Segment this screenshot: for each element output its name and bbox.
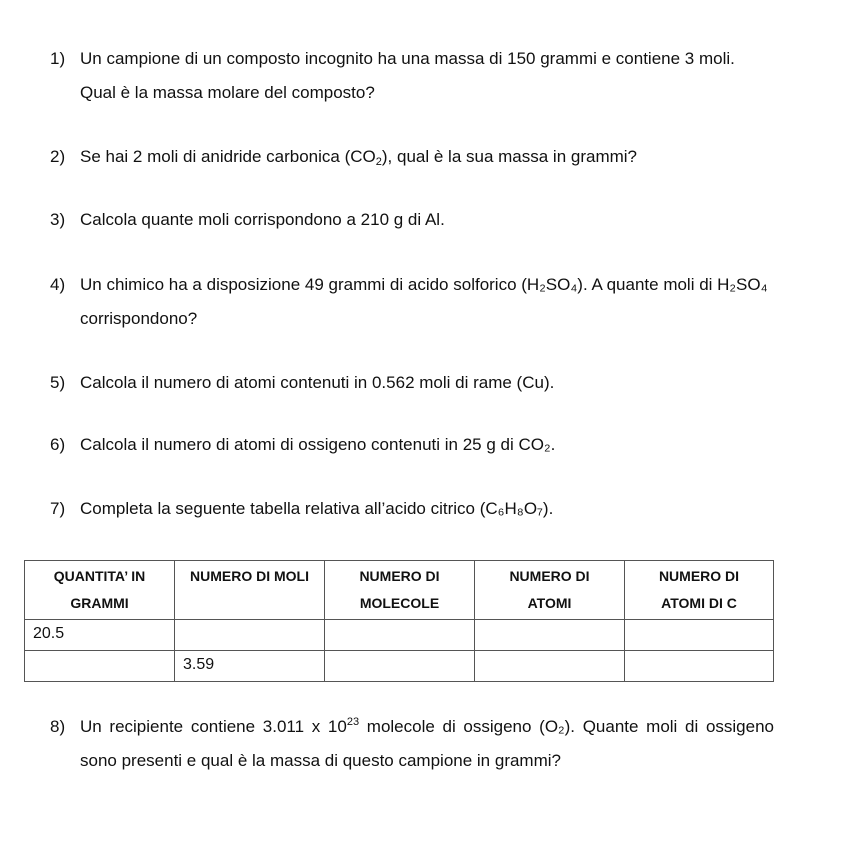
header-line: ATOMI DI C bbox=[661, 595, 737, 611]
question-text: Calcola il numero di atomi di ossigeno contenuti in 25 g di CO₂. bbox=[80, 435, 556, 454]
header-line: ATOMI bbox=[527, 595, 572, 611]
table-cell bbox=[325, 620, 475, 651]
table-header-row bbox=[25, 561, 774, 620]
question-number: 3) bbox=[50, 210, 66, 229]
question-text-part: Se hai 2 moli di anidride carbonica (CO bbox=[80, 147, 376, 166]
question-text bbox=[80, 710, 774, 778]
question-text: Completa la seguente tabella relativa all’acido citrico (C₆H₈O₇). bbox=[80, 499, 554, 518]
table-cell bbox=[625, 651, 774, 682]
table-cell bbox=[625, 620, 774, 651]
header-line: NUMERO DI bbox=[509, 568, 590, 584]
table-cell bbox=[475, 620, 625, 651]
question-6 bbox=[50, 428, 774, 462]
question-5 bbox=[50, 366, 774, 400]
header-grams bbox=[25, 561, 175, 620]
question-number: 2) bbox=[50, 147, 66, 166]
header-moles bbox=[175, 561, 325, 620]
header-line: MOLECOLE bbox=[359, 595, 440, 611]
subscript: 2 bbox=[375, 156, 382, 168]
question-2 bbox=[50, 140, 774, 174]
table-row bbox=[25, 651, 774, 682]
superscript: 23 bbox=[346, 716, 360, 728]
header-molecules bbox=[325, 561, 475, 620]
question-text-part: molecole di ossigeno (O₂). Quante moli di ossigeno sono presenti e qual è la massa di questo campione in grammi? bbox=[80, 717, 774, 770]
question-text-part: Un recipiente contiene 3.011 x 10 bbox=[80, 717, 347, 736]
question-text: Calcola il numero di atomi contenuti in 0.562 moli di rame (Cu). bbox=[80, 373, 555, 392]
header-line: NUMERO DI MOLI bbox=[190, 568, 309, 584]
question-text: Calcola quante moli corrispondono a 210 g di Al. bbox=[80, 210, 445, 229]
question-text bbox=[80, 140, 774, 174]
question-number: 8) bbox=[50, 717, 66, 736]
header-line: GRAMMI bbox=[70, 595, 129, 611]
question-1 bbox=[50, 42, 774, 110]
question-text: Un campione di un composto incognito ha una massa di 150 grammi e contiene 3 moli. Qual è la massa molare del composto? bbox=[80, 49, 735, 102]
question-number: 4) bbox=[50, 275, 66, 294]
question-number: 5) bbox=[50, 373, 66, 392]
table-cell bbox=[25, 651, 175, 682]
question-number: 6) bbox=[50, 435, 66, 454]
table-cell: 20.5 bbox=[25, 620, 175, 651]
header-line: QUANTITA’ IN bbox=[53, 568, 146, 584]
table-cell bbox=[175, 620, 325, 651]
header-line: NUMERO DI bbox=[359, 568, 440, 584]
citric-acid-table bbox=[24, 560, 774, 682]
question-number: 7) bbox=[50, 499, 66, 518]
question-8 bbox=[50, 710, 774, 778]
header-carbon-atoms bbox=[625, 561, 774, 620]
header-line: NUMERO DI bbox=[658, 568, 740, 584]
table-cell bbox=[325, 651, 475, 682]
question-3 bbox=[50, 203, 774, 237]
header-atoms bbox=[475, 561, 625, 620]
question-text: Un chimico ha a disposizione 49 grammi di acido solforico (H₂SO₄). A quante moli di H₂SO₄ corrispondono? bbox=[80, 275, 768, 328]
table-cell: 3.59 bbox=[175, 651, 325, 682]
question-text-part: ), qual è la sua massa in grammi? bbox=[381, 147, 637, 166]
question-7 bbox=[50, 492, 774, 526]
question-number: 1) bbox=[50, 49, 66, 68]
table-row bbox=[25, 620, 774, 651]
question-4 bbox=[50, 268, 774, 336]
table-cell bbox=[475, 651, 625, 682]
